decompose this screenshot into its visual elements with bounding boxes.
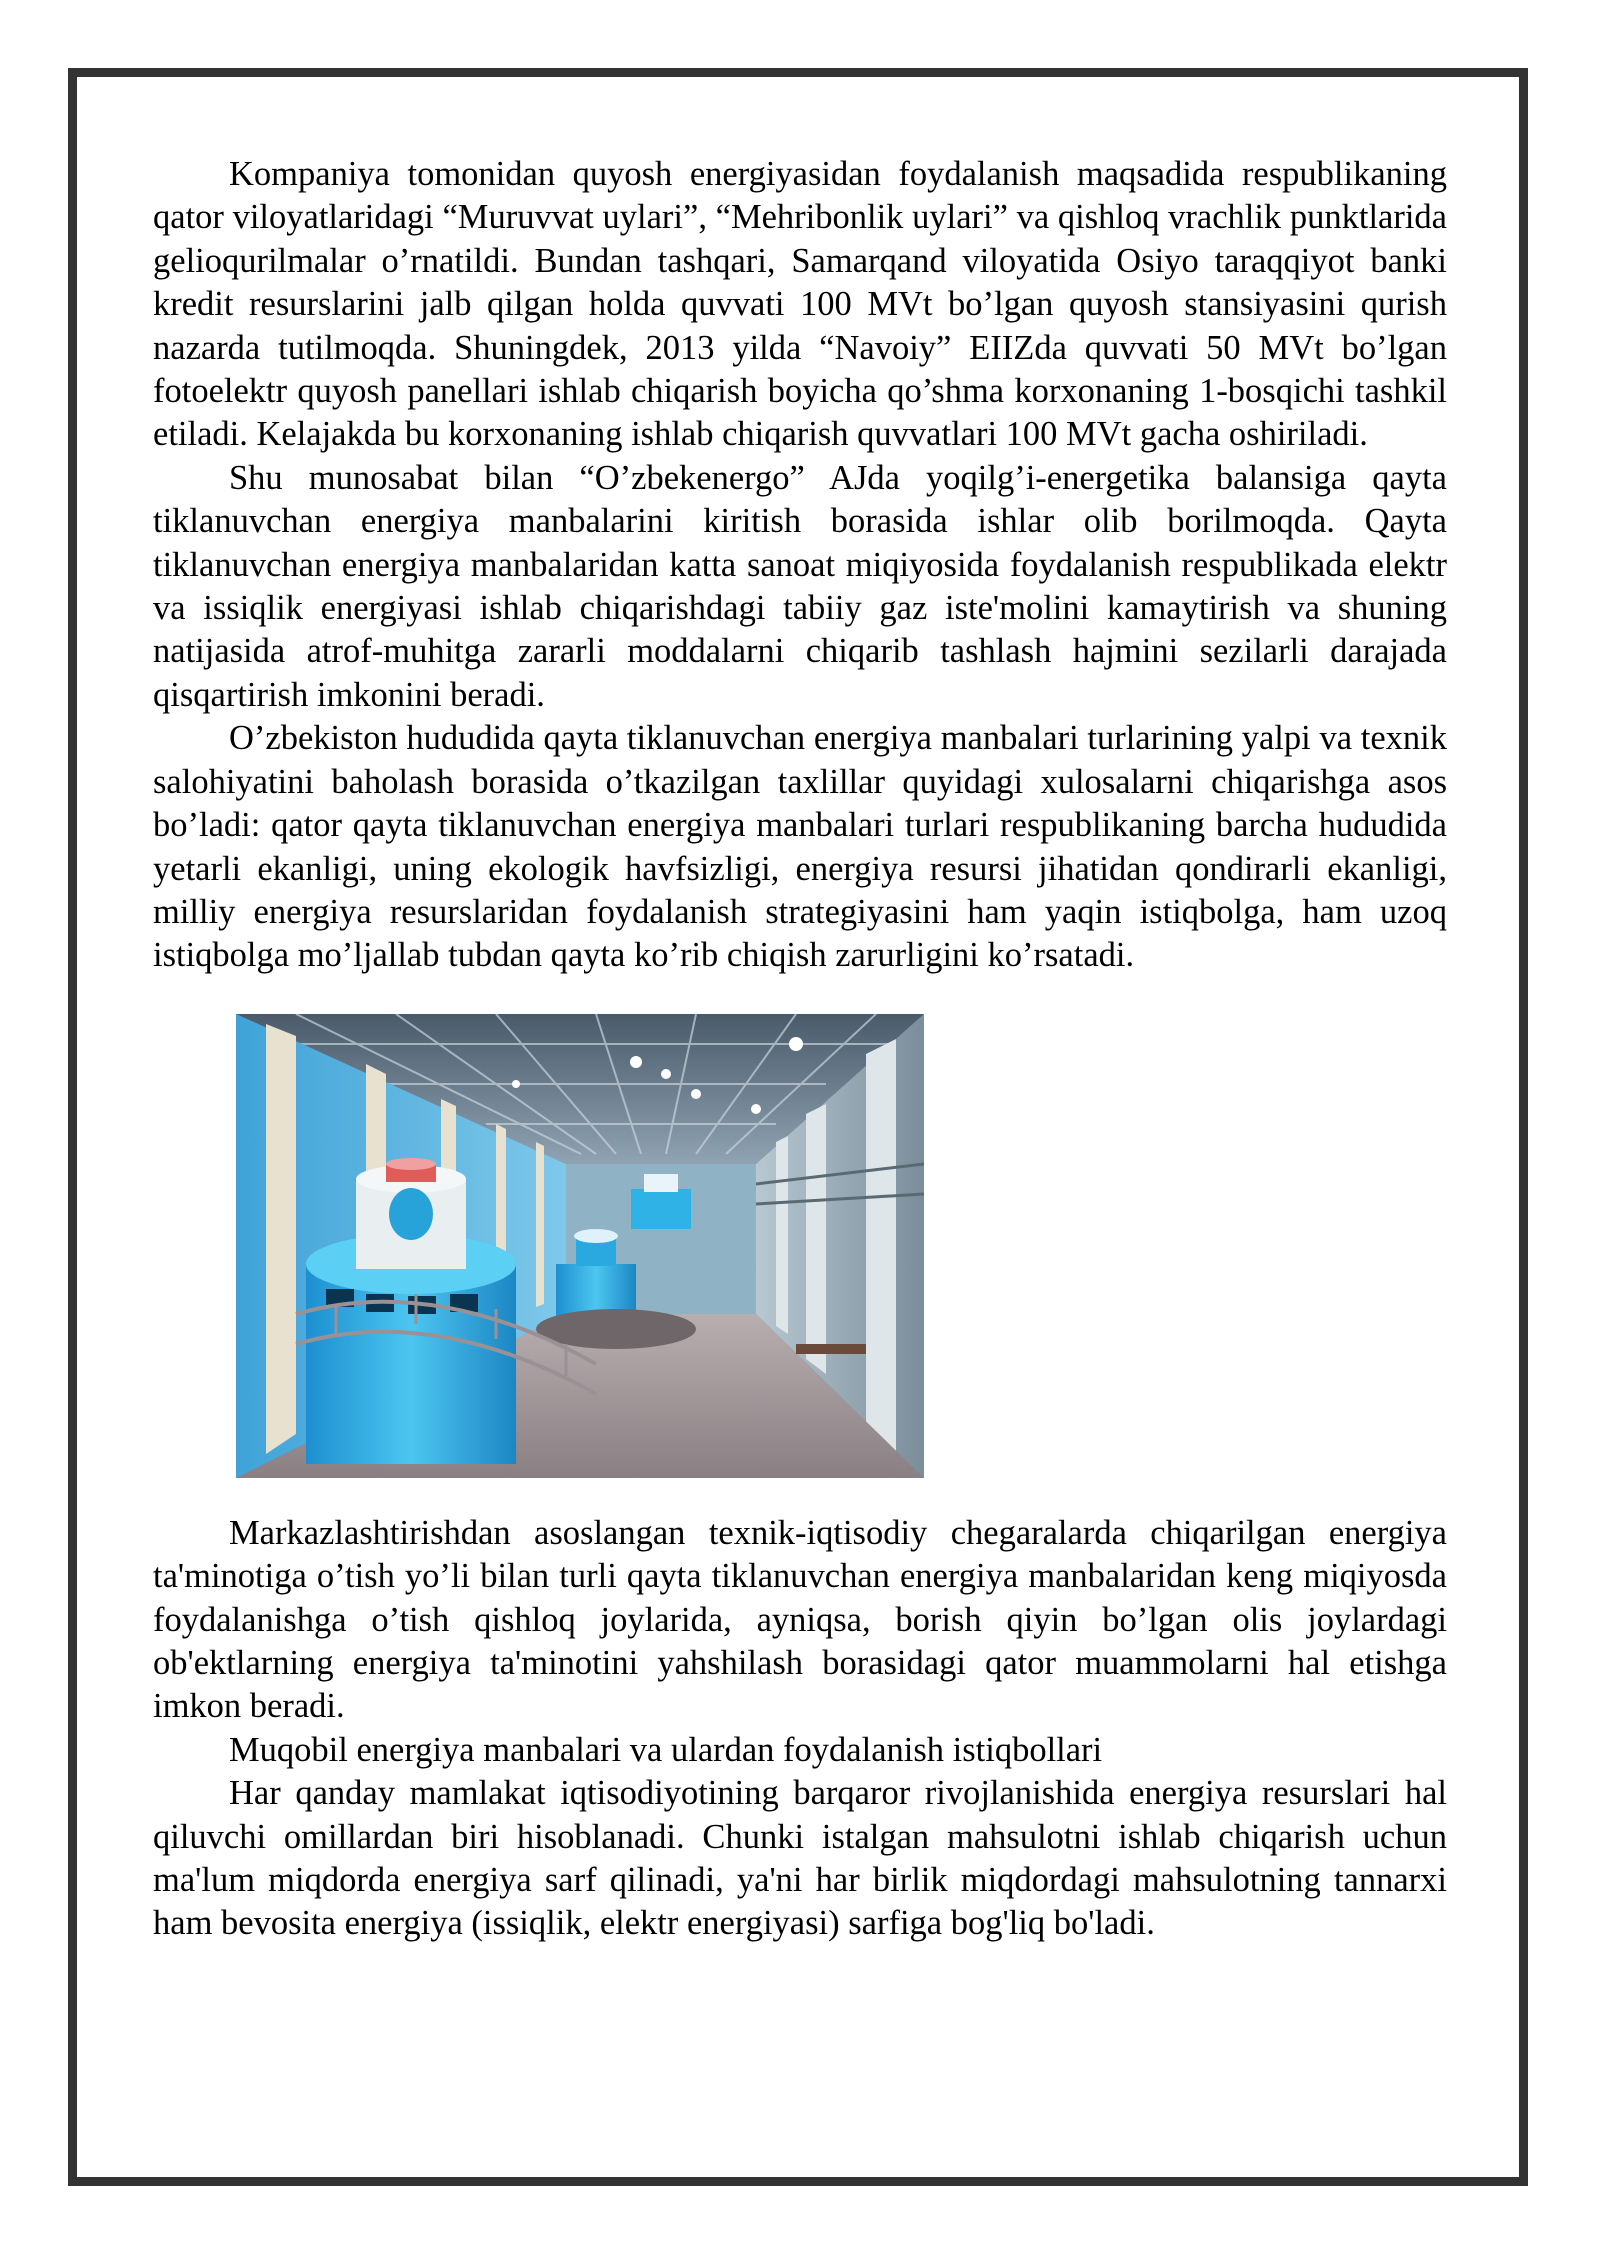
paragraph: Shu munosabat bilan “O’zbekenergo” AJda yoqilg’i-energetika balansiga qayta tiklanuvchan energiya manbalarini kiritish borasida ishlar olib borilmoqda. Qayta tiklanuvchan energiya manbalaridan katta sanoat miqiyosida foydalanish respublikada elektr va issiqlik energiyasi ishlab chiqarishdagi tabiiy gaz iste'molini kamaytirish va shuning natijasida atrof-muhitga zararli moddalarni chiqarib tashlash hajmini sezilarli darajada qisqartirish imkonini beradi. (153, 458, 1447, 714)
paragraph: Har qanday mamlakat iqtisodiyotining barqaror rivojlanishida energiya resurslari hal qiluvchi omillardan biri hisoblanadi. Chunki istalgan mahsulotni ishlab chiqarish uchun ma'lum miqdorda energiya sarf qilinadi, ya'ni har birlik miqdordagi mahsulotning tannarxi ham bevosita energiya (issiqlik, elektr energiyasi) sarfiga bog'liq bo'ladi. (153, 1774, 1447, 1943)
paragraph: Kompaniya tomonidan quyosh energiyasidan foydalanish maqsadida respublikaning qator viloyatlaridagi “Muruvvat uylari”, “Mehribonlik uylari” va qishloq vrachlik punktlarida gelioqurilmalar o’rnatildi. Bundan tashqari, Samarqand viloyatida Osiyo taraqqiyot banki kredit resurslarini jalb qilgan holda quvvati 100 MVt bo’lgan quyosh stansiyasini qurish nazarda tutilmoqda. Shuningdek, 2013 yilda “Navoiy” EIIZda quvvati 50 MVt bo’lgan fotoelektr quyosh panellari ishlab chiqarish boyicha qo’shma korxonaning 1-bosqichi tashkil etiladi. Kelajakda bu korxonaning ishlab chiqarish quvvatlari 100 MVt gacha oshiriladi. (153, 155, 1447, 454)
document-body (153, 153, 1447, 1946)
paragraph: Markazlashtirishdan asoslangan texnik-iqtisodiy chegaralarda chiqarilgan energiya ta'minotiga o’tish yo’li bilan turli qayta tiklanuvchan energiya manbalaridan keng miqiyosda foydalanishga o’tish qishloq joylarida, ayniqsa, borish qiyin bo’lgan olis joylardagi ob'ektlarning energiya ta'minotini yahshilash borasidagi qator muammolarni hal etishga imkon beradi. (153, 1513, 1447, 1726)
section-heading: Muqobil energiya manbalari va ulardan foydalanish istiqbollari (229, 1730, 1103, 1769)
hydropower-turbine-hall-photo (236, 1014, 924, 1478)
paragraph: O’zbekiston hududida qayta tiklanuvchan energiya manbalari turlarining yalpi va texnik salohiyatini baholash borasida o’tkazilgan taxlillar quyidagi xulosalarni chiqarishga asos bo’ladi: qator qayta tiklanuvchan energiya manbalari turlari respublikaning barcha hududida yetarli ekanligi, uning ekologik havfsizligi, energiya resursi jihatidan qondirarli ekanligi, milliy energiya resurslaridan foydalanish strategiyasini ham yaqin istiqbolga, ham uzoq istiqbolga mo’ljallab tubdan qayta ko’rib chiqish zarurligini ko’rsatadi. (153, 719, 1447, 975)
